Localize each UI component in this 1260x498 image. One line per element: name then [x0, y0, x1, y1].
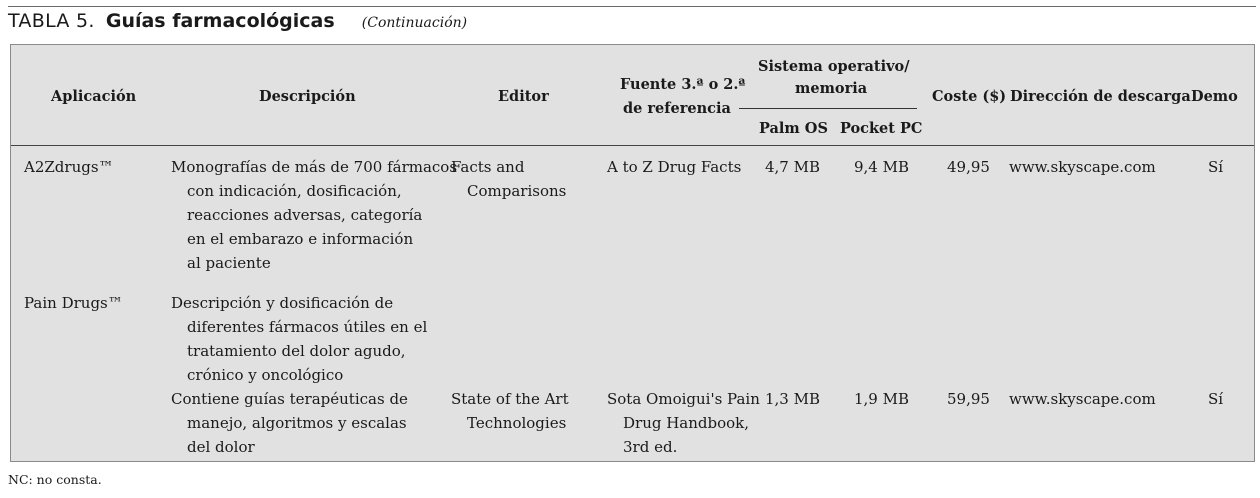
- cell-fuente: [607, 387, 760, 459]
- cell-palm: 1,3 MB: [765, 390, 821, 408]
- table-title: Guías farmacológicas: [105, 10, 335, 32]
- header-pocket: Pocket PC: [840, 120, 923, 137]
- header-sistema-2: memoria: [795, 80, 868, 97]
- editor-line: Technologies: [467, 414, 567, 432]
- desc-line: al paciente: [187, 254, 271, 272]
- cell-editor: [451, 387, 569, 435]
- cell-demo: Sí: [1208, 390, 1224, 408]
- cell-coste: 49,95: [947, 158, 990, 176]
- cell-direccion: www.skyscape.com: [1009, 390, 1156, 408]
- header-sistema-1: Sistema operativo/: [758, 58, 910, 75]
- header-descripcion: Descripción: [259, 88, 356, 105]
- cell-descripcion: [171, 291, 461, 387]
- table-number: TABLA 5.: [8, 10, 95, 32]
- header-demo: Demo: [1191, 88, 1238, 105]
- desc-line: reacciones adversas, categoría: [187, 206, 423, 224]
- desc-line: tratamiento del dolor agudo,: [187, 342, 406, 360]
- fuente-line: Sota Omoigui's Pain: [607, 390, 760, 408]
- table-subtitle: (Continuación): [361, 15, 468, 31]
- cell-pocket: 1,9 MB: [854, 390, 910, 408]
- desc-line: Descripción y dosificación de: [171, 294, 394, 312]
- cell-palm: 4,7 MB: [765, 158, 821, 176]
- editor-line: State of the Art: [451, 390, 569, 408]
- header-fuente-1: Fuente 3.ª o 2.ª: [620, 76, 746, 93]
- desc-line: manejo, algoritmos y escalas: [187, 414, 407, 432]
- fuente-line: Drug Handbook,: [623, 414, 750, 432]
- desc-line: Monografías de más de 700 fármacos: [171, 158, 458, 176]
- cell-descripcion: [171, 387, 461, 459]
- desc-line: en el embarazo e información: [187, 230, 414, 248]
- desc-line: crónico y oncológico: [187, 366, 344, 384]
- cell-aplicacion: A2Zdrugs™: [24, 158, 114, 176]
- cell-demo: Sí: [1208, 158, 1224, 176]
- editor-line: Facts and: [451, 158, 525, 176]
- editor-line: Comparisons: [467, 182, 567, 200]
- table-footnote: NC: no consta.: [8, 472, 102, 487]
- header-palm: Palm OS: [759, 120, 828, 137]
- header-editor: Editor: [498, 88, 549, 105]
- guias-table: [10, 44, 1255, 462]
- desc-line: diferentes fármacos útiles en el: [187, 318, 428, 336]
- table-caption: [8, 10, 467, 36]
- cell-aplicacion: Pain Drugs™: [24, 294, 123, 312]
- cell-coste: 59,95: [947, 390, 990, 408]
- desc-line: Contiene guías terapéuticas de: [171, 390, 408, 408]
- desc-line: del dolor: [187, 438, 255, 456]
- cell-editor: [451, 155, 566, 203]
- cell-pocket: 9,4 MB: [854, 158, 910, 176]
- desc-line: con indicación, dosificación,: [187, 182, 402, 200]
- fuente-line: 3rd ed.: [623, 438, 678, 456]
- cell-direccion: www.skyscape.com: [1009, 158, 1156, 176]
- header-aplicacion: Aplicación: [51, 88, 137, 105]
- cell-fuente: A to Z Drug Facts: [607, 158, 742, 176]
- cell-descripcion: [171, 155, 461, 275]
- header-rule: [11, 145, 1254, 146]
- header-direccion: Dirección de descarga: [1010, 88, 1191, 105]
- top-rule: [8, 6, 1256, 7]
- header-coste: Coste ($): [932, 88, 1007, 105]
- header-fuente-2: de referencia: [623, 100, 731, 117]
- header-sistema-rule: [739, 108, 917, 109]
